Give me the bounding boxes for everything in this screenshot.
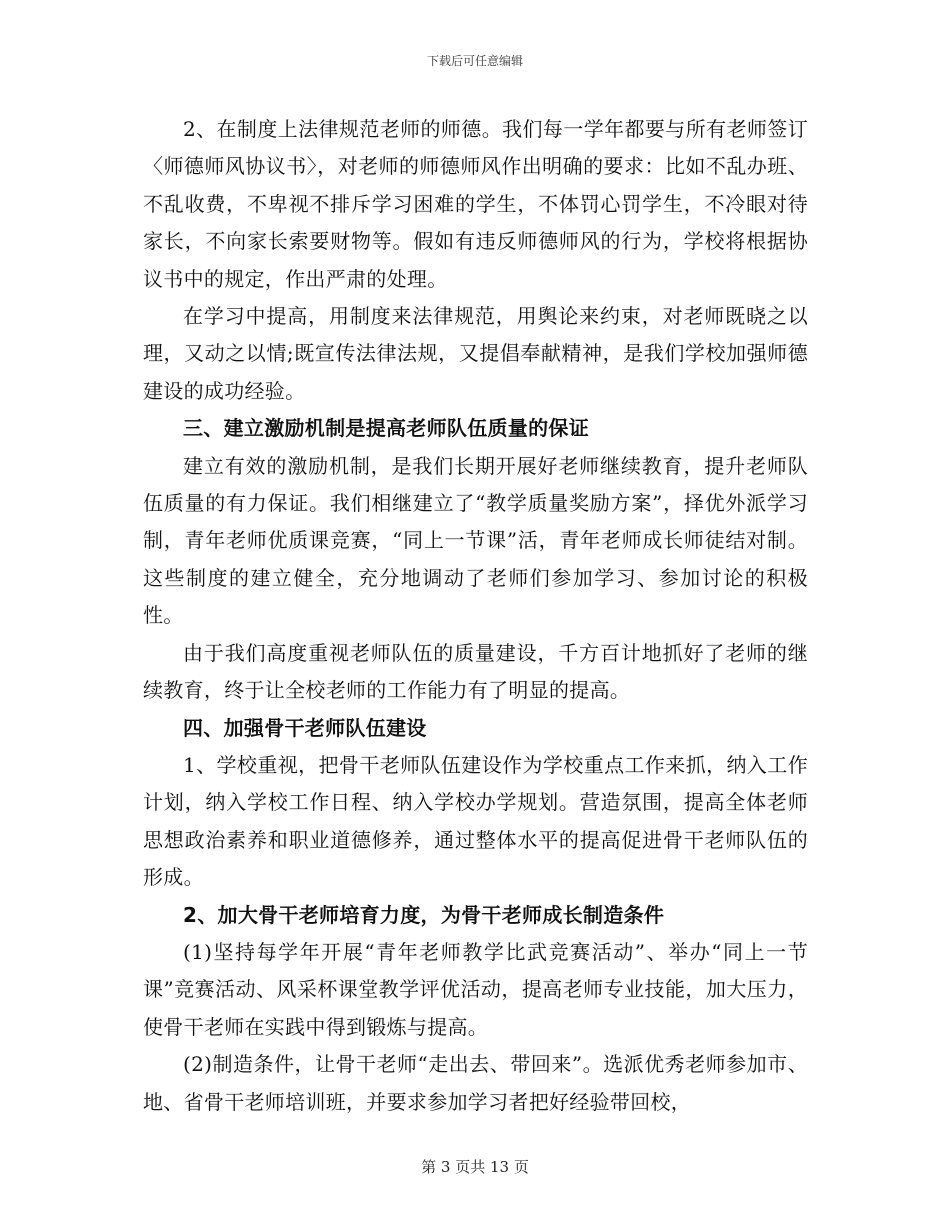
paragraph-go-out-bring-back: (2)制造条件，让骨干老师“走出去、带回来”。选派优秀老师参加市、地、省骨干老师培训班，并要求参加学习者把好经验带回校， (143, 1052, 808, 1114)
paragraph-competition-activities: (1)坚持每学年开展“青年老师教学比武竞赛活动”、举办“同上一节课”竞赛活动、风采杯课堂教学评优活动，提高老师专业技能，加大压力，使骨干老师在实践中得到锻炼与提高。 (143, 939, 808, 1039)
paragraph-quality-improvement: 由于我们高度重视老师队伍的质量建设，千方百计地抓好了老师的继续教育，终于让全校老师的工作能力有了明显的提高。 (143, 640, 808, 703)
paragraph-teacher-ethics-agreement: 2、在制度上法律规范老师的师德。我们每一学年都要与所有老师签订〈师德师风协议书〉，对老师的师德师风作出明确的要求：比如不乱办班、不乱收费，不卑视不排斥学习困难的学生，不体罚心罚学生，不冷眼对待家长，不向家长索要财物等。假如有违反师德师风的行为，学校将根据协议书中的规定，作出严肃的处理。 (143, 117, 808, 291)
paragraph-school-emphasis: 1、学校重视，把骨干老师队伍建设作为学校重点工作来抓，纳入工作计划，纳入学校工作日程、纳入学校办学规划。营造氛围，提高全体老师思想政治素养和职业道德修养，通过整体水平的提高促进骨干老师队伍的形成。 (143, 752, 808, 890)
section-heading-incentive-mechanism: 三、建立激励机制是提高老师队伍质量的保证 (183, 416, 589, 441)
page-header: 下载后可任意编辑 (426, 54, 523, 68)
paragraph-ethics-experience: 在学习中提高，用制度来法律规范，用舆论来约束，对老师既晓之以理，又动之以情;既宣传法律法规，又提倡奉献精神，是我们学校加强师德建设的成功经验。 (143, 304, 808, 403)
document-body (143, 111, 808, 1121)
page-number-footer: 第 3 页共 13 页 (421, 1158, 529, 1176)
section-heading-backbone-teachers: 四、加强骨干老师队伍建设 (183, 715, 427, 740)
paragraph-incentive-mechanism: 建立有效的激励机制，是我们长期开展好老师继续教育，提升老师队伍质量的有力保证。我们相继建立了“教学质量奖励方案”，择优外派学习制，青年老师优质课竞赛，“同上一节课”活，青年老师成长师徒结对制。这些制度的建立健全，充分地调动了老师们参加学习、参加讨论的积极性。 (143, 453, 808, 628)
subheading-backbone-training: 2、加大骨干老师培育力度，为骨干老师成长制造条件 (183, 902, 665, 927)
